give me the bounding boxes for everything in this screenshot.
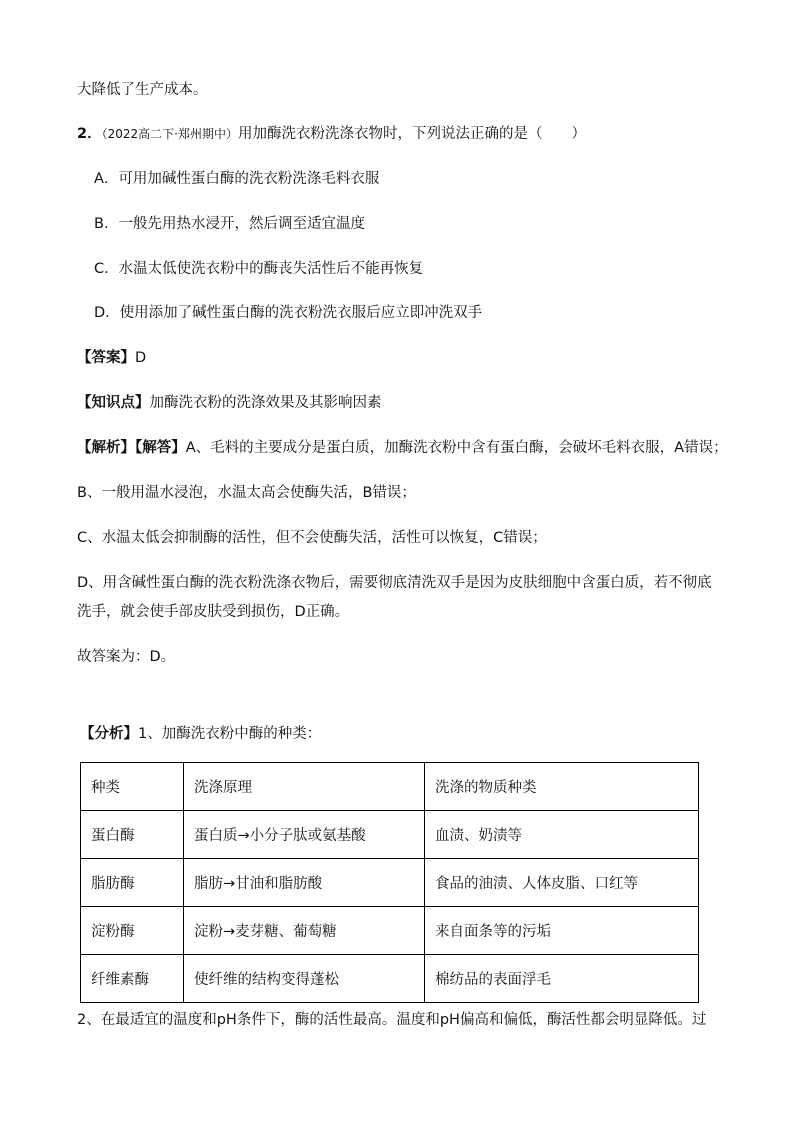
knowledge-point-line [77, 393, 382, 413]
explanation-line-1 [77, 438, 728, 458]
table-cell: 使纤维的结构变得蓬松 [184, 955, 425, 1003]
explanation-text-1: A、毛料的主要成分是蛋白质，加酶洗衣粉中含有蛋白酶，会破坏毛料衣服，A错误； [185, 440, 728, 456]
analysis-label: 【分析】 [80, 726, 138, 742]
knowledge-point-value: 加酶洗衣粉的洗涤效果及其影响因素 [149, 395, 382, 411]
table-row [81, 907, 699, 955]
question-number: 2． [77, 126, 102, 142]
final-answer-line: 故答案为：D。 [77, 649, 176, 665]
table-row [81, 955, 699, 1003]
table-row [81, 859, 699, 907]
table-row [81, 811, 699, 859]
option-c: C．水温太低使洗衣粉中的酶丧失活性后不能再恢复 [94, 261, 424, 277]
answer-label: 【答案】 [77, 350, 135, 366]
table-cell: 棉纺品的表面浮毛 [425, 955, 699, 1003]
explanation-line-4: D、用含碱性蛋白酶的洗衣粉洗涤衣物后，需要彻底清洗双手是因为皮肤细胞中含蛋白质，若不彻底 [77, 575, 712, 591]
table-cell: 脂肪→甘油和脂肪酸 [184, 859, 425, 907]
analysis-text-1: 1、加酶洗衣粉中酶的种类： [138, 726, 322, 742]
analysis-line-1 [80, 724, 321, 744]
table-cell: 血渍、奶渍等 [425, 811, 699, 859]
question-source: （2022高二下·郑州期中） [101, 127, 238, 141]
table-cell: 蛋白质→小分子肽或氨基酸 [184, 811, 425, 859]
table-cell: 纤维素酶 [81, 955, 184, 1003]
option-b: B．一般先用热水浸开，然后调至适宜温度 [94, 216, 365, 232]
table-cell: 来自面条等的污垢 [425, 907, 699, 955]
knowledge-point-label: 【知识点】 [77, 395, 150, 411]
table-cell: 脂肪酶 [81, 859, 184, 907]
table-cell: 洗涤的物质种类 [425, 763, 699, 811]
analysis-line-2: 2、在最适宜的温度和pH条件下，酶的活性最高。温度和pH偏高和偏低，酶活性都会明显降低。过 [77, 1012, 707, 1028]
explanation-line-2: B、一般用温水浸泡，水温太高会使酶失活，B错误； [77, 485, 416, 501]
table-cell: 淀粉→麦芽糖、葡萄糖 [184, 907, 425, 955]
continuation-line: 大降低了生产成本。 [77, 82, 208, 98]
table-header-row [81, 763, 699, 811]
table-cell: 蛋白酶 [81, 811, 184, 859]
answer-line [77, 348, 146, 368]
table-cell: 种类 [81, 763, 184, 811]
table-cell: 淀粉酶 [81, 907, 184, 955]
table-cell: 洗涤原理 [184, 763, 425, 811]
answer-value: D [135, 350, 147, 366]
enzyme-table [80, 762, 699, 1003]
explanation-line-5: 洗手，就会使手部皮肤受到损伤，D正确。 [77, 604, 350, 620]
option-d: D．使用添加了碱性蛋白酶的洗衣粉洗衣服后应立即冲洗双手 [94, 305, 483, 321]
explanation-label: 【解析】【解答】 [77, 440, 186, 456]
explanation-line-3: C、水温太低会抑制酶的活性，但不会使酶失活，活性可以恢复，C错误； [77, 530, 547, 546]
table-cell: 食品的油渍、人体皮脂、口红等 [425, 859, 699, 907]
option-a: A．可用加碱性蛋白酶的洗衣粉洗涤毛料衣服 [94, 171, 380, 187]
question-text: 用加酶洗衣粉洗涤衣物时，下列说法正确的是（ ） [237, 126, 586, 142]
question-header [77, 124, 586, 144]
